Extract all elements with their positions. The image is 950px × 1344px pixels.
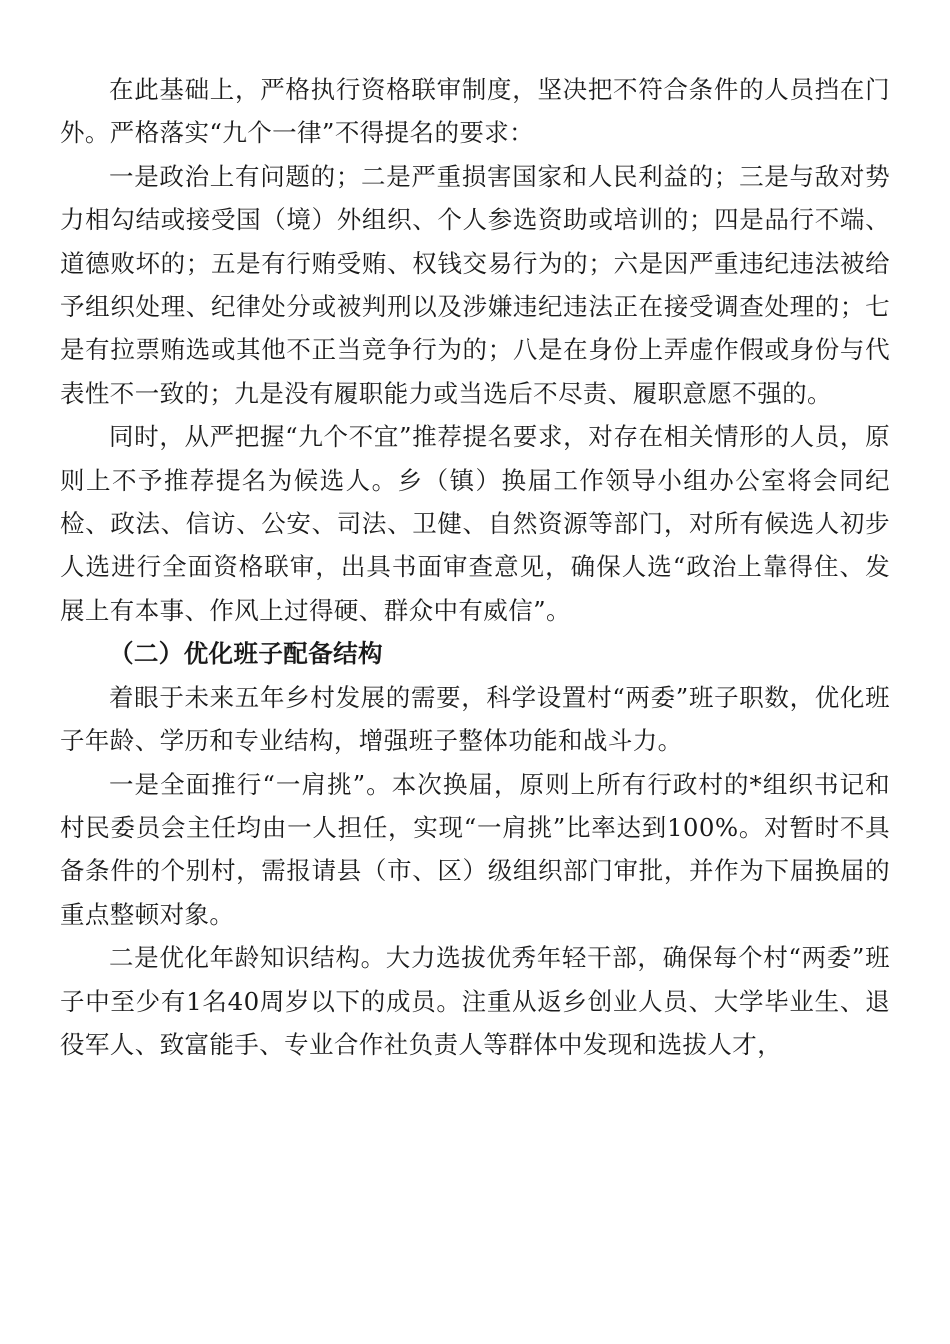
document-body xyxy=(60,68,890,1066)
paragraph-nine-unsuitable: 同时，从严把握“九个不宜”推荐提名要求，对存在相关情形的人员，原则上不予推荐提名为候选人。乡（镇）换届工作领导小组办公室将会同纪检、政法、信访、公安、司法、卫健、自然资源等部门，对所有候选人初步人选进行全面资格联审，出具书面审查意见，确保人选“政治上靠得住、发展上有本事、作风上过得硬、群众中有威信”。 xyxy=(60,422,890,625)
section-heading: （二）优化班子配备结构 xyxy=(109,639,383,669)
paragraph-qualification-review: 在此基础上，严格执行资格联审制度，坚决把不符合条件的人员挡在门外。严格落实“九个一律”不得提名的要求： xyxy=(60,75,890,148)
paragraph-structure-intro: 着眼于未来五年乡村发展的需要，科学设置村“两委”班子职数，优化班子年龄、学历和专业结构，增强班子整体功能和战斗力。 xyxy=(60,682,890,756)
paragraph-age-knowledge: 二是优化年龄知识结构。大力选拔优秀年轻干部，确保每个村“两委”班子中至少有1名40周岁以下的成员。注重从返乡创业人员、大学毕业生、退役军人、致富能手、专业合作社负责人等群体中发现和选拔人才， xyxy=(60,943,890,1059)
paragraph-nine-prohibitions: 一是政治上有问题的；二是严重损害国家和人民利益的；三是与敌对势力相勾结或接受国（境）外组织、个人参选资助或培训的；四是品行不端、道德败坏的；五是有行贿受贿、权钱交易行为的；六是因严重违纪违法被给予组织处理、纪律处分或被判刑以及涉嫌违纪违法正在接受调查处理的；七是有拉票贿选或其他不正当竞争行为的；八是在身份上弄虚作假或身份与代表性不一致的；九是没有履职能力或当选后不尽责、履职意愿不强的。 xyxy=(60,161,890,408)
paragraph-one-shoulder: 一是全面推行“一肩挑”。本次换届，原则上所有行政村的*组织书记和村民委员会主任均由一人担任，实现“一肩挑”比率达到100%。对暂时不具备条件的个别村，需报请县（市、区）级组织部门审批，并作为下届换届的重点整顿对象。 xyxy=(60,769,890,929)
